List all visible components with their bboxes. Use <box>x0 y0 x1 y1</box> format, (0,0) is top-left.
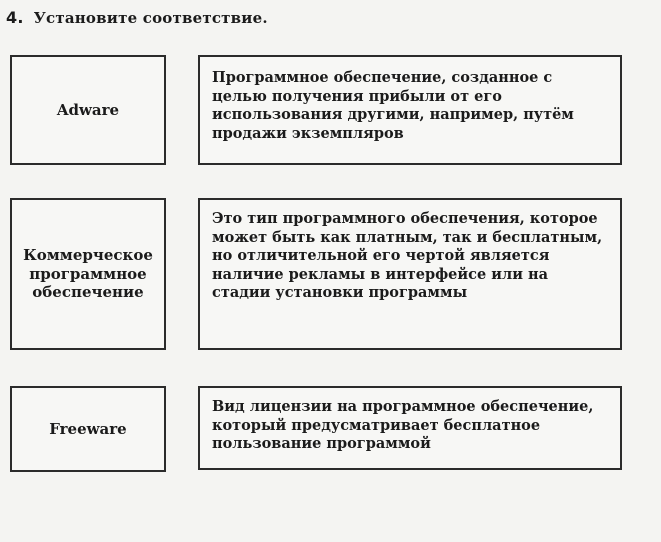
term-box <box>10 386 166 472</box>
definition-text: Программное обеспечение, созданное с целью получения прибыли от его использования другими, например, путём продажи экземпляров <box>212 69 574 142</box>
definition-box <box>198 198 622 350</box>
matching-row <box>10 198 622 350</box>
term-label: Adware <box>56 100 120 119</box>
definition-box <box>198 55 622 165</box>
matching-row <box>10 386 622 470</box>
term-label: Коммерческое программное обеспечение <box>23 245 153 302</box>
definition-text: Это тип программного обеспечения, которое может быть как платным, так и бесплатным, но отличительной его чертой является наличие рекламы в интерфейсе или на стадии установки программы <box>212 210 603 302</box>
definition-text: Вид лицензии на программное обеспечение, который предусматривает бесплатное пользование программой <box>212 398 594 453</box>
task-number: 4. <box>6 8 24 27</box>
matching-row <box>10 55 622 165</box>
term-box <box>10 55 166 165</box>
task-header <box>6 8 268 27</box>
task-title: Установите соответствие. <box>33 9 268 27</box>
term-box <box>10 198 166 350</box>
term-label: Freeware <box>49 419 127 438</box>
definition-box <box>198 386 622 470</box>
